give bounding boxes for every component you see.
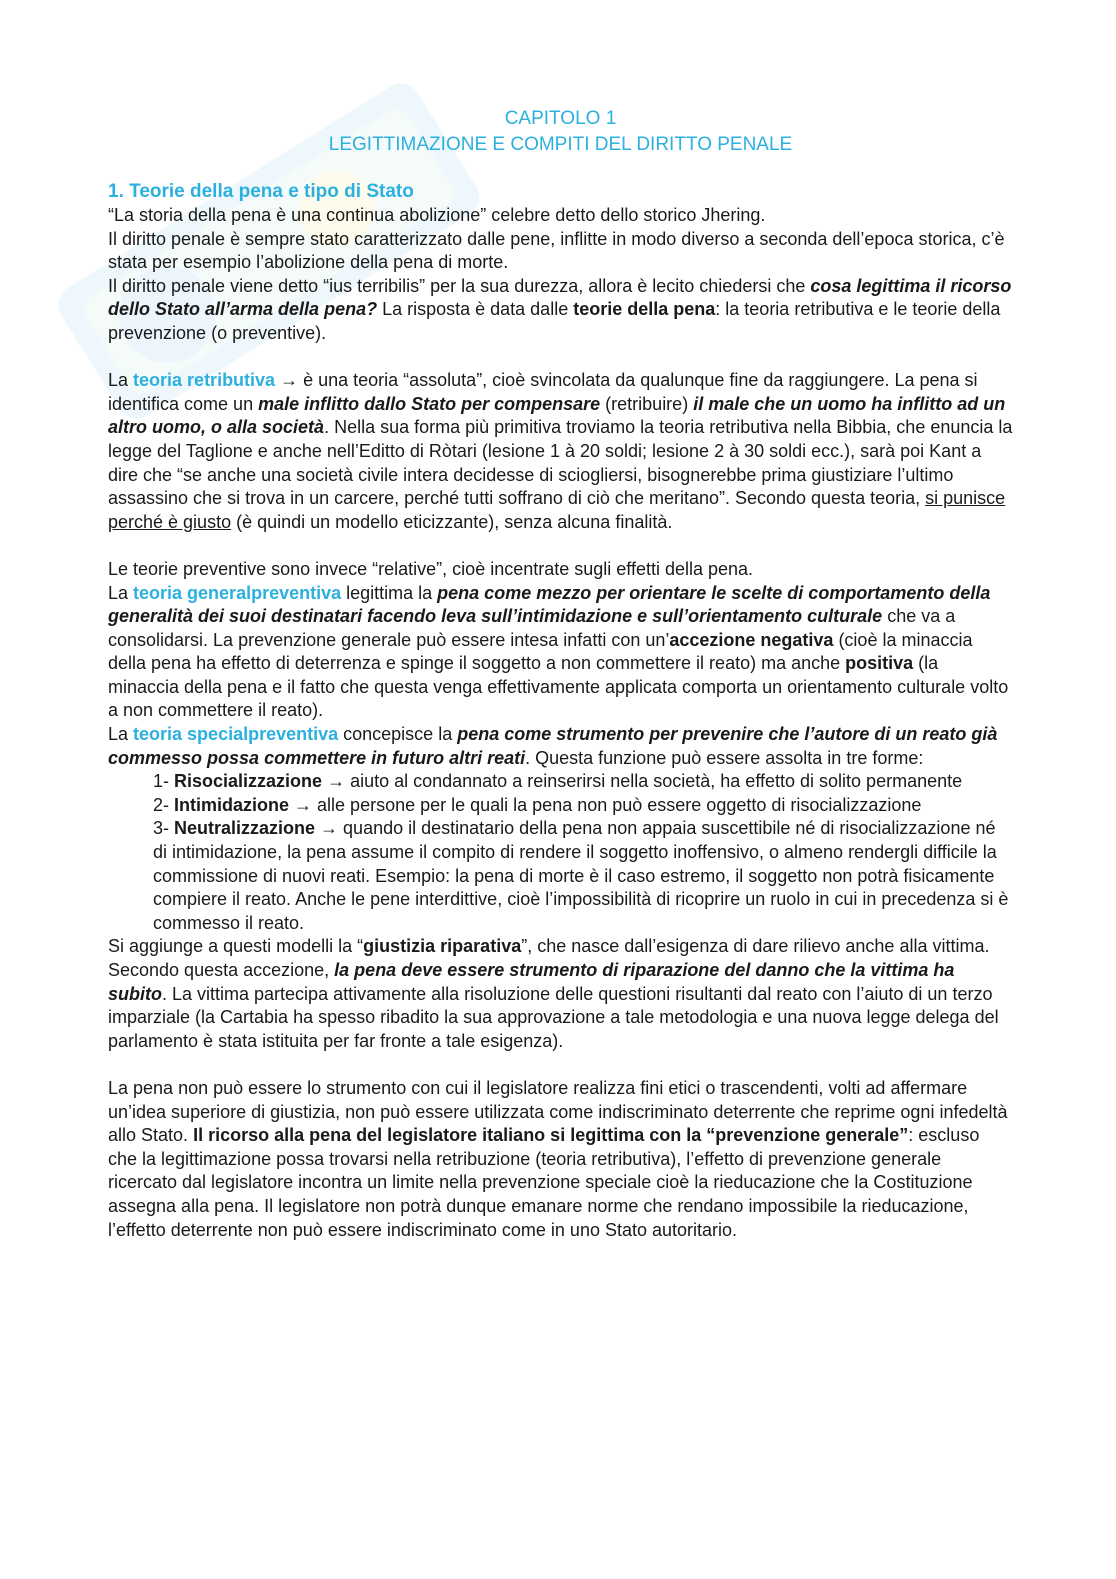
paragraph-specialpreventiva: La teoria specialpreventiva concepisce la pena come strumento per prevenire che l’autore di un reato già commesso possa commettere in futuro altri reati. Questa funzione può essere assolta in tre forme: bbox=[108, 724, 998, 768]
paragraph-jhering: “La storia della pena è una continua abolizione” celebre detto dello storico Jhering. bbox=[108, 205, 766, 225]
paragraph-conclusione: La pena non può essere lo strumento con cui il legislatore realizza fini etici o trascendenti, volti ad affermare un’idea superiore di giustizia, non può essere utilizzata come indiscriminato deterrente che reprime ogni infedeltà allo Stato. Il ricorso alla pena del legislatore italiano si legittima con la “prevenzione generale”: escluso che la legittimazione possa trovarsi nella retribuzione (teoria retributiva), l’effetto di prevenzione generale ricercato dal legislatore incontra un limite nella prevenzione speciale cioè la rieducazione che la Costituzione assegna alla pena. Il legislatore non potrà dunque emanare norme che rendano impossibile la rieducazione, l’effetto deterrente non può essere indiscriminato come in uno Stato autoritario. bbox=[108, 1077, 1008, 1240]
list-item: 3- Neutralizzazione → quando il destinatario della pena non appaia suscettibile né di risocializzazione né di intimidazione, la pena assume il compito di rendere il soggetto inoffensivo, o almeno rendergli difficile la commissione di nuovi reati. Esempio: la pena di morte è il caso estremo, il soggetto non potrà fisicamente compiere il reato. Anche le pene interdittive, cioè l’impossibilità di ricoprire un ruolo in cui in precedenza si è commesso il reato. bbox=[153, 818, 1009, 933]
list-item: 1- Risocializzazione → aiuto al condannato a reinserirsi nella società, ha effetto di solito permanente bbox=[153, 771, 963, 792]
paragraph-preventive-intro: Le teorie preventive sono invece “relative”, cioè incentrate sugli effetti della pena. bbox=[108, 558, 754, 579]
paragraph-generalpreventiva: La teoria generalpreventiva legittima la pena come mezzo per orientare le scelte di comportamento della generalità dei suoi destinatari facendo leva sull’intimidazione e sull’orientamento culturale che va a consolidarsi. La prevenzione generale può essere intesa infatti con un’accezione negativa (cioè la minaccia della pena ha effetto di deterrenza e spinge il soggetto a non commettere il reato) ma anche positiva (la minaccia della pena e il fatto che questa venga effettivamente applicata comporta un orientamento culturale volto a non commettere il reato). bbox=[108, 582, 1009, 721]
chapter-name: LEGITTIMAZIONE E COMPITI DEL DIRITTO PENALE bbox=[328, 134, 793, 155]
chapter-title bbox=[108, 106, 1013, 158]
chapter-number: CAPITOLO 1 bbox=[504, 108, 617, 129]
paragraph-history: Il diritto penale è sempre stato caratterizzato dalle pene, inflitte in modo diverso a seconda dell’epoca storica, c’è stata per esempio l’abolizione della pena di morte. bbox=[108, 228, 1005, 273]
section-heading: 1. Teorie della pena e tipo di Stato bbox=[108, 181, 414, 202]
document-page bbox=[108, 106, 1013, 1242]
paragraph-teoria-retributiva: La teoria retributiva → è una teoria “assoluta”, cioè svincolata da qualunque fine da raggiungere. La pena si identifica come un male inflitto dallo Stato per compensare (retribuire) il male che un uomo ha inflitto ad un altro uomo, o alla società. Nella sua forma più primitiva troviamo la teoria retributiva nella Bibbia, che enuncia la legge del Taglione e anche nell’Editto di Ròtari (lesione 1 à 20 soldi; lesione 2 à 30 soldi ecc.), sarà poi Kant a dire che “se anche una società civile intera decidesse di sciogliersi, bisognerebbe prima giustiziare l’ultimo assassino che si trova in un carcere, perché tutti soffrano di ciò che meritano”. Secondo questa teoria, si punisce perché è giusto (è quindi un modello eticizzante), senza alcuna finalità. bbox=[108, 370, 1013, 532]
list-item: 2- Intimidazione → alle persone per le quali la pena non può essere oggetto di risocializzazione bbox=[153, 794, 922, 815]
paragraph-giustizia-riparativa: Si aggiunge a questi modelli la “giustizia riparativa”, che nasce dall’esigenza di dare rilievo anche alla vittima. Secondo questa accezione, la pena deve essere strumento di riparazione del danno che la vittima ha subito. La vittima partecipa attivamente alla risoluzione delle questioni risultanti dal reato con l’aiuto di un terzo imparziale (la Cartabia ha spesso ribadito la sua approvazione a tale metodologia e una nuova legge delega del parlamento è stata istituita per far fronte a tale esigenza). bbox=[108, 936, 999, 1051]
paragraph-ius-terribilis: Il diritto penale viene detto “ius terribilis” per la sua durezza, allora è lecito chiedersi che cosa legittima il ricorso dello Stato all’arma della pena? La risposta è data dalle teorie della pena: la teoria retributiva e le teorie della prevenzione (o preventive). bbox=[108, 275, 1012, 343]
forms-list bbox=[108, 770, 1013, 935]
